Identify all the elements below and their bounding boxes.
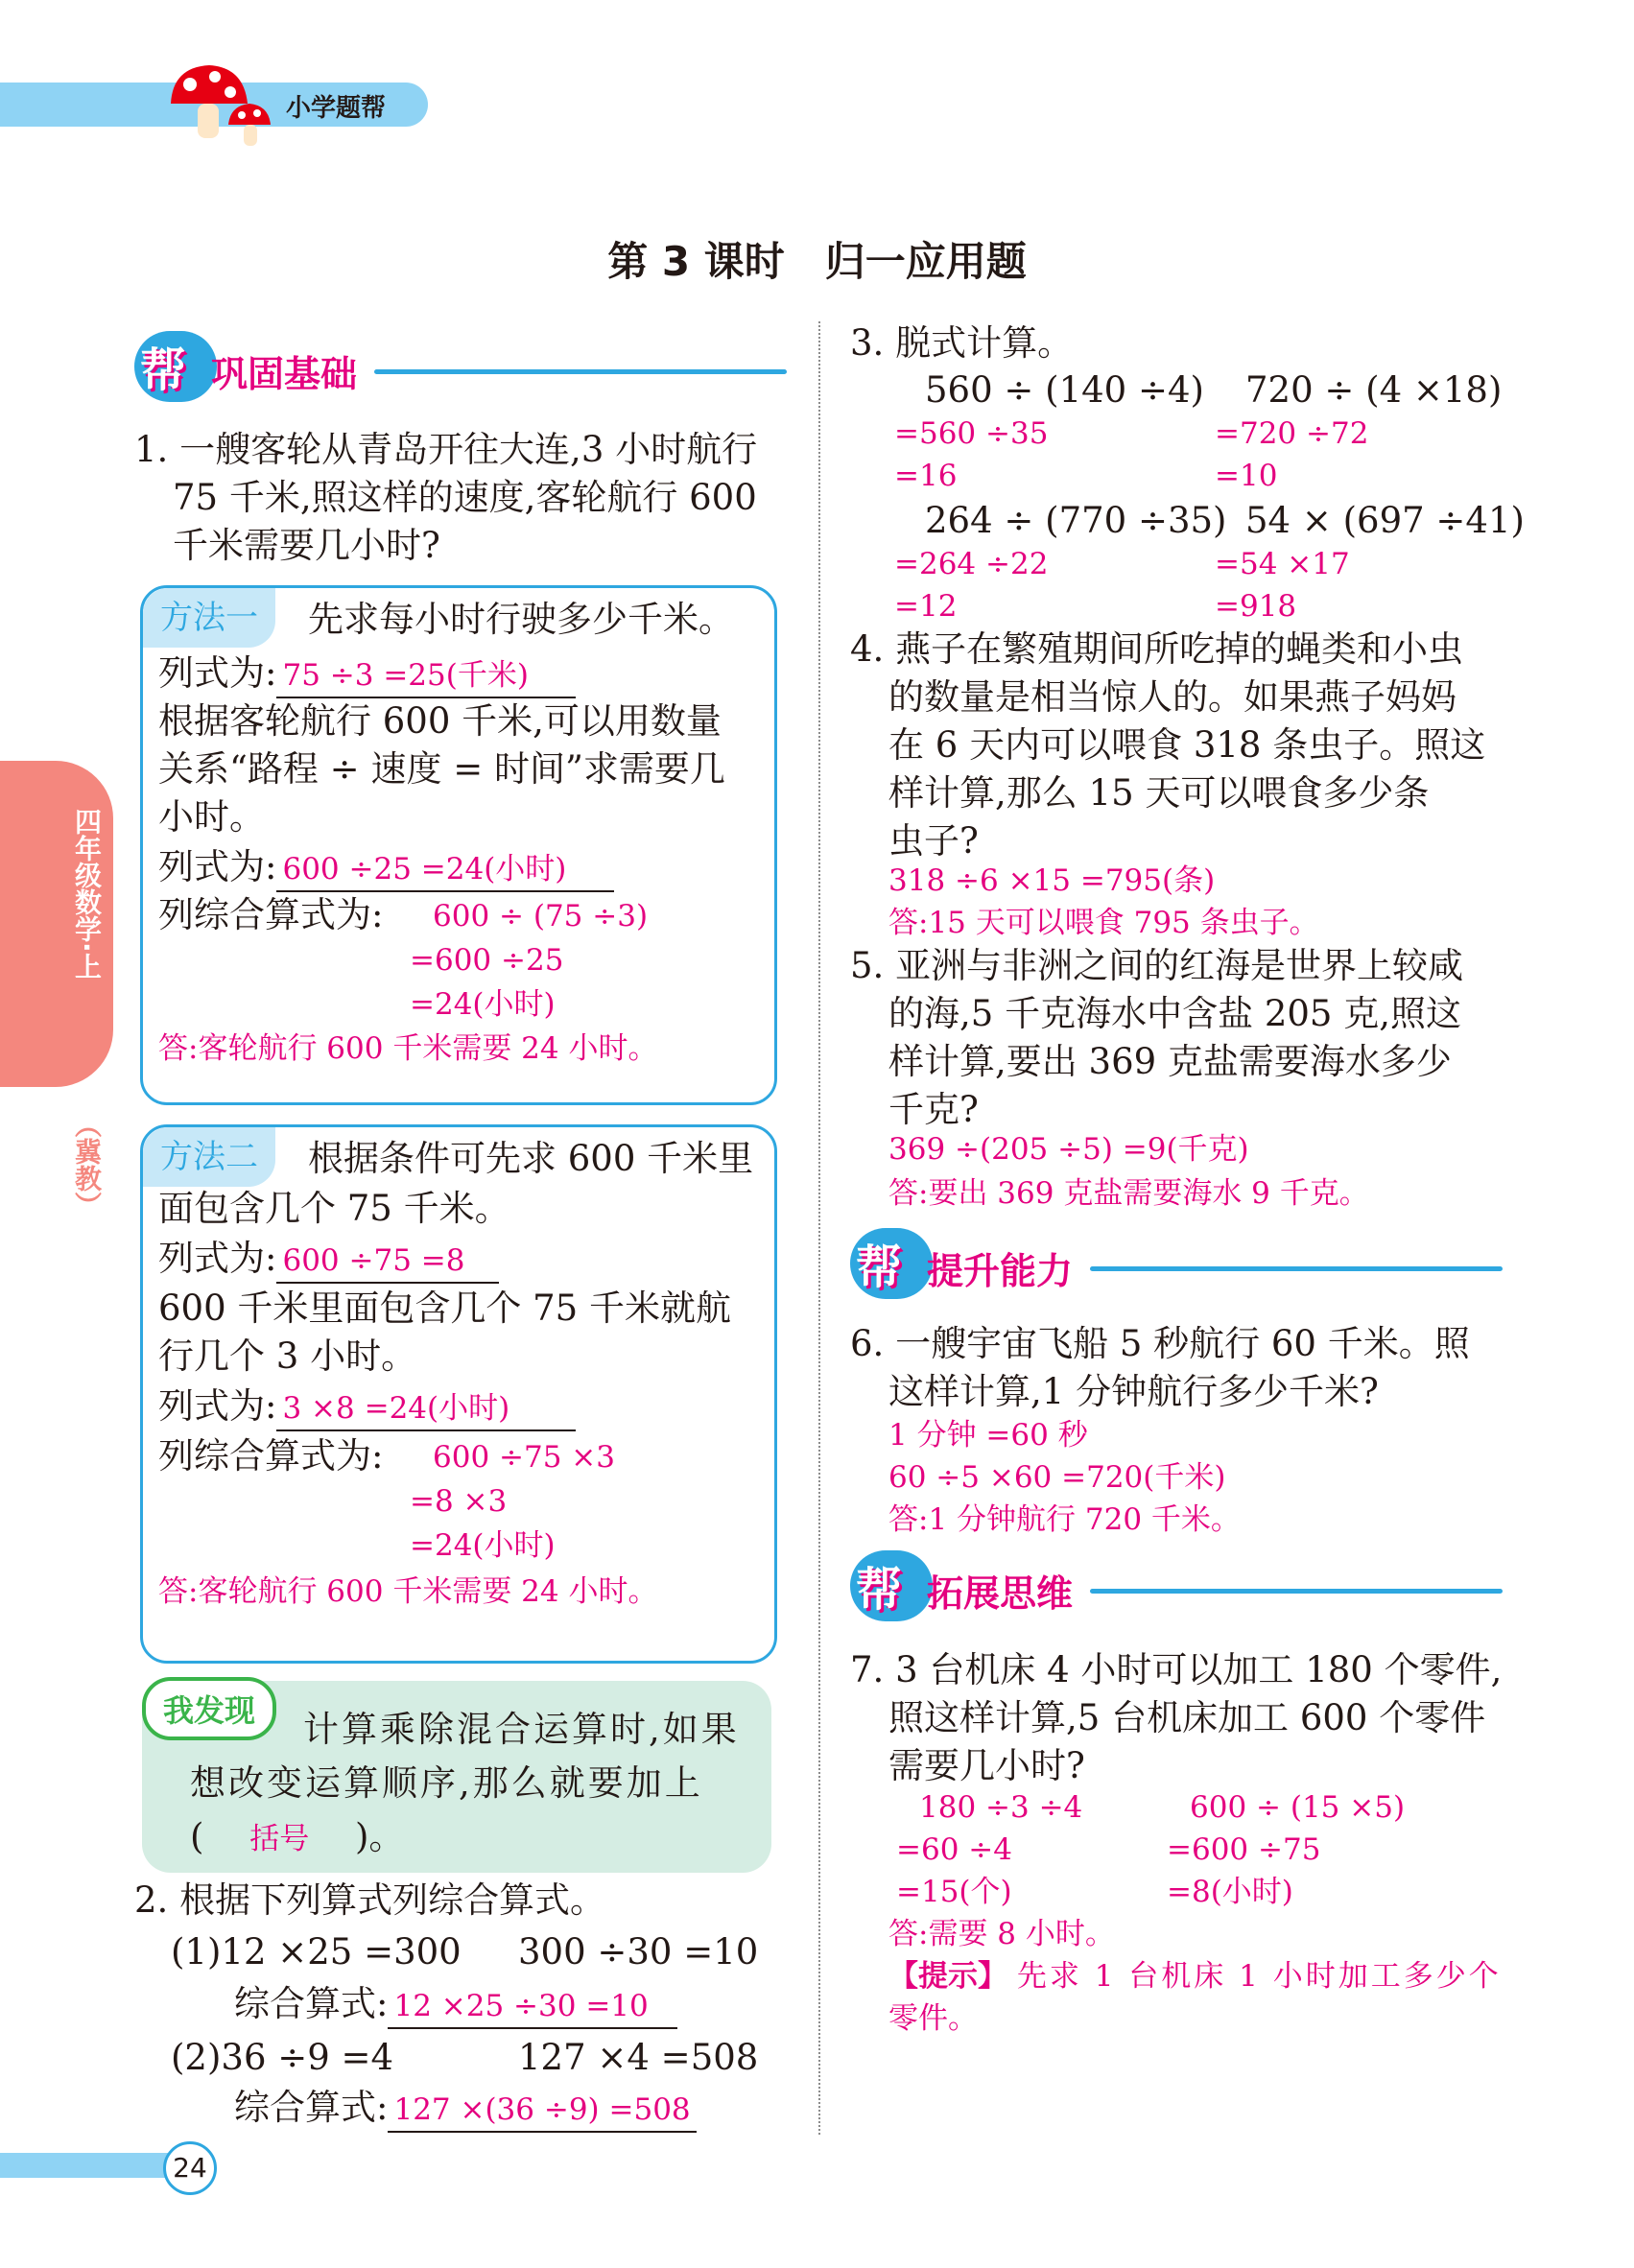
q6-line1: 6. 一艘宇宙飞船 5 秒航行 60 千米。照 <box>850 1323 1470 1364</box>
q3-expr2-step2: =10 <box>1215 459 1278 493</box>
q5-line1: 5. 亚洲与非洲之间的红海是世界上较咸 <box>850 945 1464 986</box>
q6-answer3: 答:1 分钟航行 720 千米。 <box>888 1502 1241 1537</box>
page-number: 24 <box>163 2141 217 2195</box>
q2-answer1: 12 ×25 ÷30 =10 <box>388 1985 677 2029</box>
q2-part1a: (1)12 ×25 =300 <box>171 1931 462 1973</box>
section-basic <box>134 331 787 408</box>
q6-text <box>850 1320 1522 1416</box>
q7-line3: 需要几小时? <box>888 1745 1085 1786</box>
section-improve <box>850 1228 1503 1305</box>
q2-part2b: 127 ×4 =508 <box>518 2037 759 2078</box>
section-title: 提升能力 <box>927 1250 1074 1292</box>
method1-comb2: =600 ÷25 <box>410 943 564 978</box>
discover-line1: 计算乘除混合运算时,如果 <box>303 1709 740 1750</box>
q4-line5: 虫子? <box>888 820 979 862</box>
q3-expr1-step2: =16 <box>894 459 958 493</box>
q1-text <box>134 426 806 570</box>
method1-label2: 列式为: <box>158 846 277 887</box>
footer-bar <box>0 2153 182 2178</box>
q5-answer1: 369 ÷(205 ÷5) =9(千克) <box>888 1132 1249 1167</box>
method1-comb1: 600 ÷ (75 ÷3) <box>433 899 649 933</box>
q2-part1b: 300 ÷30 =10 <box>518 1931 759 1973</box>
side-tab-edition: （冀教） <box>71 1111 103 1218</box>
q5-line4: 千克? <box>888 1089 979 1130</box>
q7-calc2-line1: 600 ÷ (15 ×5) <box>1190 1790 1406 1825</box>
section-rule <box>374 369 787 374</box>
q4-answer1: 318 ÷6 ×15 =795(条) <box>888 863 1216 898</box>
method2-label2: 列式为: <box>158 1385 277 1427</box>
discover-line3 <box>190 1813 404 1861</box>
method1-formula1 <box>158 650 576 698</box>
q4-line1: 4. 燕子在繁殖期间所吃掉的蝇类和小虫 <box>850 628 1464 670</box>
method2-label3: 列综合算式为: <box>158 1435 384 1477</box>
q3-expr1-step1: =560 ÷35 <box>894 416 1049 451</box>
q3-title: 3. 脱式计算。 <box>850 322 1074 364</box>
method2-desc2: 行几个 3 小时。 <box>158 1335 417 1377</box>
q1-line1: 1. 一艘客轮从青岛开往大连,3 小时航行 <box>134 429 758 470</box>
method2-final-answer: 答:客轮航行 600 千米需要 24 小时。 <box>158 1574 658 1609</box>
section-rule <box>1090 1589 1503 1594</box>
method2-label1: 列式为: <box>158 1238 277 1279</box>
discover-line2: 想改变运算顺序,那么就要加上 <box>190 1762 703 1804</box>
q5-line3: 样计算,要出 369 克盐需要海水多少 <box>888 1041 1452 1082</box>
q7-hint-line1: 先求 1 台机床 1 小时加工多少个 <box>1016 1959 1502 1994</box>
q7-text <box>850 1646 1541 1790</box>
q7-hint <box>888 1955 1503 2040</box>
method2-desc1: 600 千米里面包含几个 75 千米就航 <box>158 1288 731 1329</box>
method1-comb3: =24(小时) <box>410 987 556 1022</box>
q4-line3: 在 6 天内可以喂食 318 条虫子。照这 <box>888 724 1486 766</box>
q2-title: 2. 根据下列算式列综合算式。 <box>134 1879 606 1921</box>
method2-formula2 <box>158 1382 576 1431</box>
q2-label1: 综合算式: <box>234 1983 389 2024</box>
brand-name: 小学题帮 <box>286 94 387 123</box>
q7-line2: 照这样计算,5 台机床加工 600 个零件 <box>888 1697 1486 1738</box>
q3-expr4-step2: =918 <box>1215 589 1297 624</box>
discover-blank: 括号 <box>249 1822 310 1856</box>
q3-expr3-step2: =12 <box>894 589 958 624</box>
method2-tag: 方法二 <box>143 1127 275 1187</box>
method2-comb2: =8 ×3 <box>410 1484 508 1519</box>
method1-final-answer: 答:客轮航行 600 千米需要 24 小时。 <box>158 1031 658 1066</box>
discover-paren-close: )。 <box>354 1816 405 1857</box>
q3-expr4-step1: =54 ×17 <box>1215 547 1350 581</box>
column-divider <box>818 321 820 2135</box>
q5-answer2: 答:要出 369 克盐需要海水 9 千克。 <box>888 1176 1369 1211</box>
q4-line4: 样计算,那么 15 天可以喂食多少条 <box>888 772 1430 814</box>
q1-line2: 75 千米,照这样的速度,客轮航行 600 <box>173 477 757 518</box>
method1-label1: 列式为: <box>158 652 277 694</box>
q3-expr3-step1: =264 ÷22 <box>894 547 1049 581</box>
q7-line1: 7. 3 台机床 4 小时可以加工 180 个零件, <box>850 1649 1503 1690</box>
q2-formula2 <box>234 2084 697 2133</box>
q7-hint-tag: 【提示】 <box>888 1959 1007 1994</box>
method1-desc3: 小时。 <box>158 796 265 838</box>
discover-paren-open: ( <box>190 1816 204 1857</box>
q7-calc1-line3: =15(个) <box>896 1875 1012 1909</box>
method2-formula1 <box>158 1235 499 1284</box>
q4-answer2: 答:15 天可以喂食 795 条虫子。 <box>888 906 1319 940</box>
method1-answer2: 600 ÷25 =24(小时) <box>276 848 614 892</box>
method2-intro2: 面包含几个 75 千米。 <box>158 1188 510 1229</box>
q6-line2: 这样计算,1 分钟航行多少千米? <box>888 1371 1379 1412</box>
q5-line2: 的海,5 千克海水中含盐 205 克,照这 <box>888 993 1461 1034</box>
method1-desc2: 关系“路程 ÷ 速度 = 时间”求需要几 <box>158 748 725 790</box>
q7-hint-line2: 零件。 <box>888 2001 978 2036</box>
section-title: 巩固基础 <box>211 353 358 395</box>
q3-expr2-step1: =720 ÷72 <box>1215 416 1369 451</box>
q7-calc2-line2: =600 ÷75 <box>1167 1832 1321 1867</box>
q3-expr4: 54 × (697 ÷41) <box>1245 500 1525 541</box>
q2-part2a: (2)36 ÷9 =4 <box>171 2037 394 2078</box>
q2-label2: 综合算式: <box>234 2087 389 2128</box>
method1-box <box>140 585 777 1105</box>
method1-desc <box>158 697 763 841</box>
q7-calc1-line2: =60 ÷4 <box>896 1832 1012 1867</box>
q7-calc1-line1: 180 ÷3 ÷4 <box>919 1790 1083 1825</box>
method2-answer2: 3 ×8 =24(小时) <box>276 1387 576 1431</box>
method2-desc <box>158 1285 763 1381</box>
method1-intro: 先求每小时行驶多少千米。 <box>308 599 734 640</box>
method2-comb1: 600 ÷75 ×3 <box>433 1440 615 1475</box>
section-rule <box>1090 1266 1503 1271</box>
q7-calc2-line3: =8(小时) <box>1167 1875 1293 1909</box>
q6-answer1: 1 分钟 =60 秒 <box>888 1418 1088 1453</box>
method2-comb3: =24(小时) <box>410 1528 556 1563</box>
method1-formula2 <box>158 843 614 892</box>
side-tab-grade: 四年级数学·上 <box>71 808 103 980</box>
q6-answer2: 60 ÷5 ×60 =720(千米) <box>888 1460 1226 1495</box>
section-bang: 帮 <box>856 1240 903 1294</box>
method1-answer1: 75 ÷3 =25(千米) <box>276 654 576 698</box>
q4-text <box>850 626 1522 865</box>
discover-tag: 我发现 <box>142 1677 276 1740</box>
section-bang: 帮 <box>856 1563 903 1617</box>
q3-expr2: 720 ÷ (4 ×18) <box>1245 369 1503 411</box>
q3-expr3: 264 ÷ (770 ÷35) <box>925 500 1227 541</box>
q1-line3: 千米需要几小时? <box>173 525 440 566</box>
q7-answer: 答:需要 8 小时。 <box>888 1917 1115 1951</box>
method2-box <box>140 1124 777 1664</box>
method2-intro1: 根据条件可先求 600 千米里 <box>308 1138 754 1179</box>
section-bang: 帮 <box>140 343 187 397</box>
section-title: 拓展思维 <box>927 1572 1074 1615</box>
method1-tag: 方法一 <box>143 588 275 648</box>
q4-line2: 的数量是相当惊人的。如果燕子妈妈 <box>888 676 1456 718</box>
method2-answer1: 600 ÷75 =8 <box>276 1240 499 1284</box>
q5-text <box>850 942 1522 1134</box>
q2-answer2: 127 ×(36 ÷9) =508 <box>388 2089 696 2133</box>
mushroom-logo <box>161 56 286 152</box>
method1-label3: 列综合算式为: <box>158 894 384 935</box>
q3-expr1: 560 ÷ (140 ÷4) <box>925 369 1204 411</box>
q2-formula1 <box>234 1980 677 2029</box>
page-title: 第 3 课时 归一应用题 <box>607 238 1027 285</box>
method1-desc1: 根据客轮航行 600 千米,可以用数量 <box>158 700 722 742</box>
section-extend <box>850 1550 1503 1627</box>
